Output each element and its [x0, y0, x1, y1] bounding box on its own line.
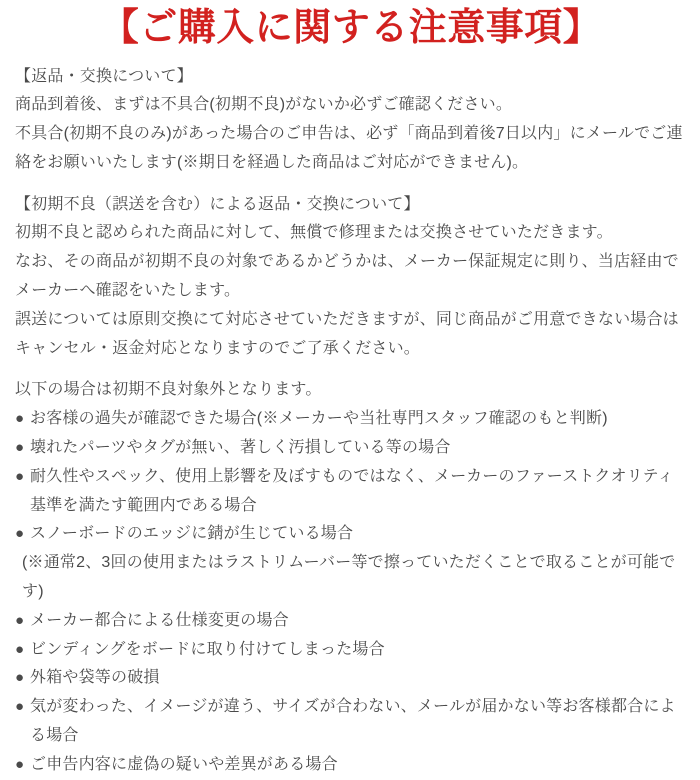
bullet-text: 外箱や袋等の破損: [30, 669, 160, 687]
exclusions-intro: 以下の場合は初期不良対象外となります。: [15, 381, 322, 399]
section-exclusions: [15, 376, 687, 779]
bullet-item: [15, 751, 687, 780]
bullet-item: [15, 405, 687, 434]
section-heading: 【初期不良（誤送を含む）による返品・交換について】: [15, 195, 420, 213]
bullet-icon: ●: [15, 755, 25, 773]
bullet-icon: ●: [15, 611, 25, 629]
bullet-item: [15, 636, 687, 665]
section-initial-defect: [15, 191, 687, 364]
paragraph-line: なお、その商品が初期不良の対象であるかどうかは、メーカー保証規定に則り、当店経由でメーカーへ確認をいたします。: [15, 253, 679, 300]
bullet-item: [15, 607, 687, 636]
bullet-text: 耐久性やスペック、使用上影響を及ぼすものではなく、メーカーのファーストクオリティ基準を満たす範囲内である場合: [30, 467, 674, 514]
bullet-icon: ●: [15, 669, 25, 687]
bullet-text: ビンディングをボードに取り付けてしまった場合: [30, 640, 385, 658]
paragraph-line: 誤送については原則交換にて対応させていただきますが、同じ商品がご用意できない場合はキャンセル・返金対応となりますのでご了承ください。: [15, 310, 679, 357]
page-title: 【ご購入に関する注意事項】: [100, 7, 602, 49]
bullet-icon: ●: [15, 410, 25, 428]
bullet-icon: ●: [15, 467, 25, 485]
paragraph-line: 商品到着後、まずは不具合(初期不良)がないか必ずご確認ください。: [15, 96, 513, 114]
bullet-item: [15, 520, 687, 549]
bullet-icon: ●: [15, 640, 25, 658]
bullet-icon: ●: [15, 525, 25, 543]
bullet-text: ご申告内容に虚偽の疑いや差異がある場合: [30, 755, 338, 773]
bullet-icon: ●: [15, 439, 25, 457]
paragraph-line: 初期不良と認められた商品に対して、無償で修理または交換させていただきます。: [15, 224, 613, 242]
bullet-item: [15, 434, 687, 463]
bullet-text: 気が変わった、イメージが違う、サイズが合わない、メールが届かない等お客様都合による場合: [30, 698, 676, 745]
bullet-text: メーカー都合による仕様変更の場合: [30, 611, 289, 629]
bullet-text: 壊れたパーツやタグが無い、著しく汚損している等の場合: [30, 439, 451, 457]
bullet-note: (※通常2、3回の使用またはラストリムーバー等で擦っていただくことで取ることが可能です): [22, 554, 676, 601]
paragraph-line: 不具合(初期不良のみ)があった場合のご申告は、必ず「商品到着後7日以内」にメールでご連絡をお願いいたします(※期日を経過した商品はご対応ができません)。: [15, 125, 683, 171]
section-return-exchange: [15, 63, 687, 178]
bullet-item: [15, 463, 687, 521]
bullet-item: [15, 693, 687, 751]
bullet-icon: ●: [15, 698, 25, 716]
bullet-item: [15, 664, 687, 693]
section-heading: 【返品・交換について】: [15, 67, 193, 85]
bullet-text: お客様の過失が確認できた場合(※メーカーや当社専門スタッフ確認のもと判断): [30, 410, 608, 428]
bullet-text: スノーボードのエッジに錆が生じている場合: [30, 525, 354, 543]
